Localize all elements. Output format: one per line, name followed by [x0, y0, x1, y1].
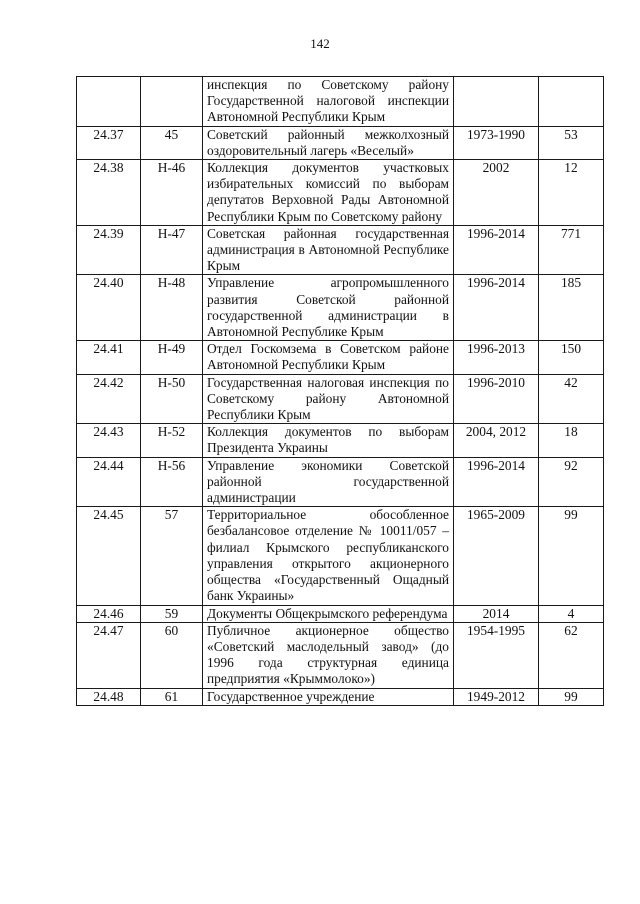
files-count-cell: 99 — [539, 688, 604, 705]
fond-name-cell: Коллекция документов по выборам Президента Украины — [203, 424, 454, 457]
fond-name-cell: Документы Общекрымского референдума — [203, 605, 454, 622]
fond-name-cell: Управление экономики Советской районной государственной администрации — [203, 457, 454, 507]
fond-number-cell: 59 — [141, 605, 203, 622]
row-number-cell: 24.37 — [77, 126, 141, 159]
files-count-cell: 12 — [539, 160, 604, 226]
table-row — [77, 507, 604, 605]
table-row — [77, 225, 604, 275]
fond-name-cell: инспекция по Советскому району Государственной налоговой инспекции Автономной Республики Крым — [203, 77, 454, 127]
row-number-cell: 24.40 — [77, 275, 141, 341]
table-row — [77, 622, 604, 688]
date-range-cell: 1949-2012 — [454, 688, 539, 705]
date-range-cell: 1996-2014 — [454, 225, 539, 275]
fond-number-cell: Н-47 — [141, 225, 203, 275]
table-row — [77, 126, 604, 159]
row-number-cell: 24.43 — [77, 424, 141, 457]
fond-number-cell: Н-49 — [141, 341, 203, 374]
date-range-cell: 1954-1995 — [454, 622, 539, 688]
fond-number-cell: Н-56 — [141, 457, 203, 507]
row-number-cell: 24.45 — [77, 507, 141, 605]
files-count-cell: 92 — [539, 457, 604, 507]
fond-name-cell: Государственное учреждение — [203, 688, 454, 705]
files-count-cell — [539, 77, 604, 127]
table-row — [77, 605, 604, 622]
fond-number-cell: Н-52 — [141, 424, 203, 457]
fond-number-cell: Н-50 — [141, 374, 203, 424]
table-row — [77, 457, 604, 507]
files-count-cell: 42 — [539, 374, 604, 424]
fond-number-cell: 60 — [141, 622, 203, 688]
date-range-cell: 1973-1990 — [454, 126, 539, 159]
files-count-cell: 771 — [539, 225, 604, 275]
archive-fonds-table — [76, 76, 604, 706]
table-row — [77, 341, 604, 374]
fond-name-cell: Советский районный межколхозный оздоровительный лагерь «Веселый» — [203, 126, 454, 159]
files-count-cell: 62 — [539, 622, 604, 688]
fond-name-cell: Отдел Госкомзема в Советском районе Автономной Республики Крым — [203, 341, 454, 374]
fond-name-cell: Территориальное обособленное безбалансовое отделение № 10011/057 – филиал Крымского республиканского управления открытого акционерного общества «Государственный Ощадный банк Украины» — [203, 507, 454, 605]
fond-name-cell: Управление агропромышленного развития Советской районной государственной администрации в Автономной Республике Крым — [203, 275, 454, 341]
fond-name-cell: Государственная налоговая инспекция по Советскому району Автономной Республики Крым — [203, 374, 454, 424]
date-range-cell: 2002 — [454, 160, 539, 226]
fond-name-cell: Публичное акционерное общество «Советский маслодельный завод» (до 1996 года структурная единица предприятия «Крыммолоко») — [203, 622, 454, 688]
row-number-cell — [77, 77, 141, 127]
date-range-cell: 1996-2014 — [454, 275, 539, 341]
table-row — [77, 160, 604, 226]
fond-number-cell: 45 — [141, 126, 203, 159]
date-range-cell: 1996-2013 — [454, 341, 539, 374]
fond-number-cell: 61 — [141, 688, 203, 705]
date-range-cell: 2014 — [454, 605, 539, 622]
date-range-cell: 1965-2009 — [454, 507, 539, 605]
fond-name-cell: Коллекция документов участковых избирательных комиссий по выборам депутатов Верховной Рады Автономной Республики Крым по Советскому району — [203, 160, 454, 226]
files-count-cell: 4 — [539, 605, 604, 622]
row-number-cell: 24.38 — [77, 160, 141, 226]
row-number-cell: 24.39 — [77, 225, 141, 275]
fond-number-cell — [141, 77, 203, 127]
date-range-cell: 2004, 2012 — [454, 424, 539, 457]
files-count-cell: 53 — [539, 126, 604, 159]
table-row — [77, 424, 604, 457]
files-count-cell: 99 — [539, 507, 604, 605]
fond-number-cell: 57 — [141, 507, 203, 605]
row-number-cell: 24.41 — [77, 341, 141, 374]
date-range-cell: 1996-2010 — [454, 374, 539, 424]
row-number-cell: 24.42 — [77, 374, 141, 424]
row-number-cell: 24.48 — [77, 688, 141, 705]
files-count-cell: 185 — [539, 275, 604, 341]
row-number-cell: 24.46 — [77, 605, 141, 622]
files-count-cell: 18 — [539, 424, 604, 457]
row-number-cell: 24.44 — [77, 457, 141, 507]
files-count-cell: 150 — [539, 341, 604, 374]
date-range-cell: 1996-2014 — [454, 457, 539, 507]
date-range-cell — [454, 77, 539, 127]
fond-number-cell: Н-46 — [141, 160, 203, 226]
fond-name-cell: Советская районная государственная администрация в Автономной Республике Крым — [203, 225, 454, 275]
fond-number-cell: Н-48 — [141, 275, 203, 341]
table-row — [77, 275, 604, 341]
table-row — [77, 77, 604, 127]
page-number: 142 — [310, 36, 330, 51]
table-row — [77, 688, 604, 705]
table-row — [77, 374, 604, 424]
row-number-cell: 24.47 — [77, 622, 141, 688]
